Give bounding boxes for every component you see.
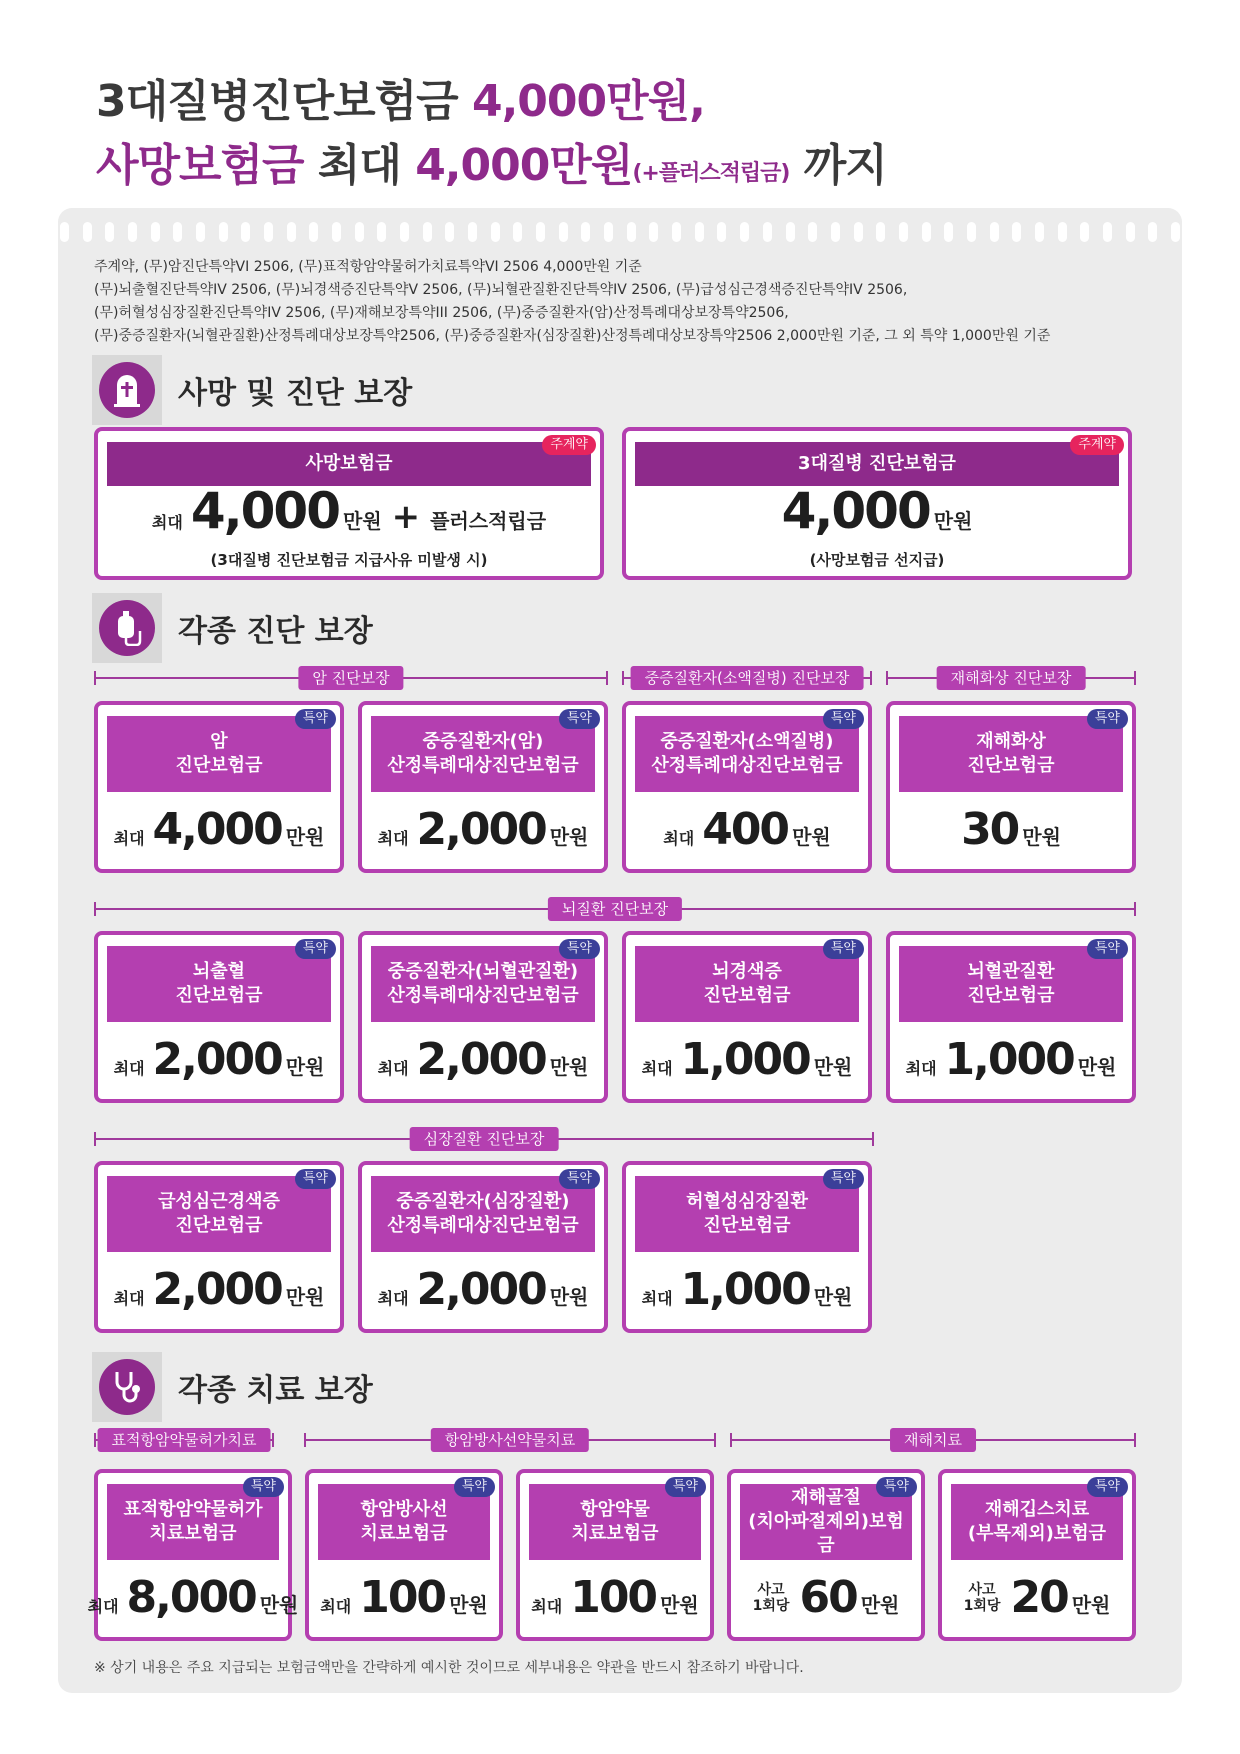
three-disease-card xyxy=(622,427,1132,580)
amount-value: 20 xyxy=(1010,1572,1068,1623)
benefit-card xyxy=(94,701,344,873)
section-diagnosis xyxy=(92,593,373,663)
group-label-text: 표적항암약물허가치료 xyxy=(98,1428,271,1452)
perforation-hole xyxy=(445,222,454,242)
perforation-hole xyxy=(899,222,908,242)
perforation-hole xyxy=(763,222,772,242)
perforation-hole xyxy=(1103,222,1112,242)
group-label-text: 중증질환자(소액질병) 진단보장 xyxy=(631,666,864,690)
section-title: 각종 치료 보장 xyxy=(178,1373,373,1408)
headline-line-1 xyxy=(96,70,887,134)
perforation-hole xyxy=(83,222,92,242)
group-label-text: 재해화상 진단보장 xyxy=(937,666,1086,690)
iv-bag-icon xyxy=(92,593,162,663)
amount-unit: 만원 xyxy=(933,509,973,533)
card-amount xyxy=(98,1264,340,1315)
card-amount xyxy=(890,804,1132,855)
section-title: 각종 진단 보장 xyxy=(178,614,373,649)
amount-prefix: 최대 xyxy=(87,1597,119,1616)
rider-badge: 특약 xyxy=(559,1169,600,1189)
amount-unit: 만원 xyxy=(449,1593,488,1617)
headline-highlight: 4,000만원 xyxy=(415,140,633,191)
perforation-hole xyxy=(468,222,477,242)
amount-unit: 만원 xyxy=(285,1055,325,1079)
perforation-hole xyxy=(990,222,999,242)
amount-prefix: 최대 xyxy=(641,1059,673,1078)
card-note: (사망보험금 선지급) xyxy=(809,551,945,569)
amount-value: 2,000 xyxy=(152,1034,282,1085)
group-label-brain xyxy=(94,897,1136,921)
perforation-hole xyxy=(400,222,409,242)
rider-badge: 특약 xyxy=(295,1169,336,1189)
perforation-hole xyxy=(786,222,795,242)
amount-unit: 만원 xyxy=(1022,825,1061,849)
perforation-hole xyxy=(287,222,296,242)
card-title-line: 중증질환자(뇌혈관질환) xyxy=(387,961,579,982)
sheet-perforation xyxy=(60,222,1180,242)
amount-value: 100 xyxy=(359,1572,446,1623)
perforation-hole xyxy=(1171,222,1180,242)
perforation-hole xyxy=(808,222,817,242)
card-header xyxy=(371,716,595,792)
rider-badge: 특약 xyxy=(823,939,864,959)
perforation-hole xyxy=(264,222,273,242)
card-title-line: 항암방사선 xyxy=(360,1499,448,1520)
amount-unit: 만원 xyxy=(549,1285,589,1309)
card-amount xyxy=(98,1034,340,1085)
card-header xyxy=(635,716,859,792)
amount-prefix: 사고 1회당 xyxy=(752,1581,790,1614)
card-amount xyxy=(309,1572,499,1623)
stethoscope-icon xyxy=(92,1352,162,1422)
card-title: 3대질병 진단보험금 xyxy=(798,453,956,474)
benefit-card xyxy=(358,931,608,1103)
card-title-line: 급성심근경색증 xyxy=(158,1191,280,1212)
benefit-card xyxy=(94,931,344,1103)
perforation-hole xyxy=(649,222,658,242)
card-amount xyxy=(362,1034,604,1085)
card-title-line: 치료보험금 xyxy=(571,1523,659,1544)
perforation-hole xyxy=(355,222,364,242)
perforation-hole xyxy=(672,222,681,242)
amount-unit: 만원 xyxy=(813,1285,853,1309)
benefit-card xyxy=(727,1469,925,1641)
rider-badge: 특약 xyxy=(243,1477,284,1497)
headline-plus-note: (+플러스적립금) xyxy=(632,161,790,186)
perforation-hole xyxy=(377,222,386,242)
card-title-line: (치아파절제외)보험금 xyxy=(748,1511,904,1556)
headline-text: 3대질병진단보험금 xyxy=(96,76,472,127)
perforation-hole xyxy=(60,222,69,242)
card-amount xyxy=(98,804,340,855)
card-title-line: 치료보험금 xyxy=(360,1523,448,1544)
rider-badge: 특약 xyxy=(665,1477,706,1497)
group-label-severe xyxy=(622,666,872,690)
disclaimer-footnote: ※ 상기 내용은 주요 지급되는 보험금액만을 간략하게 예시한 것이므로 세부내용은 약관을 반드시 참조하기 바랍니다. xyxy=(94,1660,804,1676)
group-label-text: 재해치료 xyxy=(890,1428,976,1452)
card-title-line: 진단보험금 xyxy=(703,985,791,1006)
benefit-card xyxy=(622,1161,872,1333)
amount-value: 2,000 xyxy=(416,804,546,855)
headline-comma: , xyxy=(689,76,705,127)
group-label-cancer xyxy=(94,666,608,690)
amount-unit: 만원 xyxy=(343,509,382,533)
card-title-line: 산정특례대상진단보험금 xyxy=(651,755,843,776)
amount-value: 4,000 xyxy=(152,804,282,855)
rider-badge: 특약 xyxy=(295,709,336,729)
amount-unit: 만원 xyxy=(660,1593,699,1617)
amount-value: 2,000 xyxy=(416,1034,546,1085)
card-amount xyxy=(626,1034,868,1085)
amount-prefix: 최대 xyxy=(151,513,183,532)
card-title-line: 허혈성심장질환 xyxy=(686,1191,808,1212)
card-title-line: 중증질환자(암) xyxy=(422,731,544,752)
card-title-line: 중증질환자(심장질환) xyxy=(396,1191,570,1212)
perforation-hole xyxy=(241,222,250,242)
perforation-hole xyxy=(332,222,341,242)
rider-badge: 특약 xyxy=(454,1477,495,1497)
perforation-hole xyxy=(105,222,114,242)
benefit-card xyxy=(358,1161,608,1333)
rider-badge: 특약 xyxy=(1087,709,1128,729)
perforation-hole xyxy=(173,222,182,242)
card-amount xyxy=(890,1034,1132,1085)
benefit-card xyxy=(516,1469,714,1641)
amount-unit: 만원 xyxy=(813,1055,853,1079)
perforation-hole xyxy=(196,222,205,242)
amount-value: 2,000 xyxy=(152,1264,282,1315)
card-amount xyxy=(362,804,604,855)
amount-value: 4,000 xyxy=(781,482,930,540)
perforation-hole xyxy=(309,222,318,242)
group-label-disaster xyxy=(730,1428,1136,1452)
amount-value: 4,000 xyxy=(190,482,339,540)
card-header xyxy=(371,1176,595,1252)
amount-value: 8,000 xyxy=(126,1572,256,1623)
card-header xyxy=(107,716,331,792)
perforation-hole xyxy=(740,222,749,242)
amount-unit: 만원 xyxy=(259,1593,299,1617)
card-header xyxy=(107,946,331,1022)
card-header xyxy=(899,946,1123,1022)
perforation-hole xyxy=(219,222,228,242)
amount-value: 30 xyxy=(961,804,1019,855)
rider-badge: 특약 xyxy=(1087,939,1128,959)
card-title-line: 재해화상 xyxy=(976,731,1046,752)
perforation-hole xyxy=(944,222,953,242)
perforation-hole xyxy=(491,222,500,242)
amount-unit: 만원 xyxy=(860,1593,900,1617)
amount-prefix: 사고 1회당 xyxy=(963,1581,1001,1614)
benefit-card xyxy=(886,931,1136,1103)
perforation-hole xyxy=(1148,222,1157,242)
rider-badge: 특약 xyxy=(1087,1477,1128,1497)
card-title-line: 진단보험금 xyxy=(175,1215,263,1236)
card-title-line: 뇌혈관질환 xyxy=(967,961,1055,982)
perforation-hole xyxy=(854,222,863,242)
card-header xyxy=(899,716,1123,792)
card-title-line: 산정특례대상진단보험금 xyxy=(387,755,579,776)
perforation-hole xyxy=(151,222,160,242)
headline xyxy=(96,70,887,206)
death-benefit-card xyxy=(94,427,604,580)
card-title-line: 중증질환자(소액질병) xyxy=(660,731,834,752)
card-title-line: 진단보험금 xyxy=(967,755,1055,776)
amount-unit: 만원 xyxy=(549,1055,589,1079)
card-title-line: 뇌경색증 xyxy=(712,961,782,982)
card-title-line: 진단보험금 xyxy=(967,985,1055,1006)
amount-prefix: 최대 xyxy=(377,1059,409,1078)
perforation-hole xyxy=(967,222,976,242)
perforation-hole xyxy=(831,222,840,242)
card-header xyxy=(107,1176,331,1252)
group-label-text: 항암방사선약물치료 xyxy=(431,1428,589,1452)
amount-prefix: 최대 xyxy=(905,1059,937,1078)
main-contract-badge: 주계약 xyxy=(1070,435,1124,455)
benefit-card xyxy=(305,1469,503,1641)
card-amount xyxy=(520,1572,710,1623)
benefit-card xyxy=(358,701,608,873)
perforation-hole xyxy=(1012,222,1021,242)
benefit-card xyxy=(94,1161,344,1333)
perforation-hole xyxy=(1058,222,1067,242)
amount-prefix: 최대 xyxy=(377,1289,409,1308)
card-title-line: 산정특례대상진단보험금 xyxy=(387,985,579,1006)
amount-value: 1,000 xyxy=(944,1034,1074,1085)
rider-badge: 특약 xyxy=(559,709,600,729)
section-title: 사망 및 진단 보장 xyxy=(178,376,413,411)
headline-highlight: 사망보험금 xyxy=(96,140,304,191)
card-header xyxy=(635,1176,859,1252)
amount-value: 2,000 xyxy=(416,1264,546,1315)
amount-unit: 만원 xyxy=(549,825,589,849)
note-line: (무)중증질환자(뇌혈관질환)산정특례대상보장특약2506, (무)중증질환자(심장질환)산정특례대상보장특약2506 2,000만원 기준, 그 외 특약 1,000만원 기준 xyxy=(94,328,1051,344)
rider-badge: 특약 xyxy=(823,709,864,729)
card-amount xyxy=(626,1264,868,1315)
rider-badge: 특약 xyxy=(295,939,336,959)
perforation-hole xyxy=(128,222,137,242)
group-label-anticancer xyxy=(304,1428,716,1452)
group-label-text: 뇌질환 진단보장 xyxy=(548,897,682,921)
amount-prefix: 최대 xyxy=(641,1289,673,1308)
headline-line-2 xyxy=(96,134,887,206)
group-label-burn xyxy=(886,666,1136,690)
amount-unit: 만원 xyxy=(1077,1055,1117,1079)
main-contract-badge: 주계약 xyxy=(542,435,596,455)
coverage-notes xyxy=(94,256,1154,348)
amount-unit: 만원 xyxy=(285,825,325,849)
plus-sign: + xyxy=(391,497,421,537)
benefit-card xyxy=(87,1469,299,1641)
card-title-line: (부목제외)보험금 xyxy=(967,1523,1107,1544)
benefit-card xyxy=(622,701,872,873)
benefit-card xyxy=(622,931,872,1103)
card-title-line: 산정특례대상진단보험금 xyxy=(387,1215,579,1236)
amount-prefix: 최대 xyxy=(531,1597,563,1616)
rider-badge: 특약 xyxy=(559,939,600,959)
section-treatment xyxy=(92,1352,373,1422)
card-amount xyxy=(731,1572,921,1623)
benefit-card xyxy=(886,701,1136,873)
note-line: (무)허혈성심장질환진단특약IV 2506, (무)재해보장특약III 2506, (무)중증질환자(암)산정특례대상보장특약2506, xyxy=(94,305,789,321)
card-amount xyxy=(87,1572,299,1623)
card-title-line: 표적항암약물허가 xyxy=(123,1499,263,1520)
card-title-line: 암 xyxy=(210,731,228,752)
perforation-hole xyxy=(559,222,568,242)
note-line: 주계약, (무)암진단특약VI 2506, (무)표적항암약물허가치료특약VI 2506 4,000만원 기준 xyxy=(94,259,642,275)
perforation-hole xyxy=(1080,222,1089,242)
card-amount xyxy=(626,804,868,855)
group-label-text: 심장질환 진단보장 xyxy=(410,1127,559,1151)
perforation-hole xyxy=(876,222,885,242)
headline-text: 최대 xyxy=(303,140,416,191)
group-label-targeted xyxy=(94,1428,274,1452)
perforation-hole xyxy=(581,222,590,242)
grave-cross-icon xyxy=(92,355,162,425)
amount-unit: 만원 xyxy=(1071,1593,1111,1617)
perforation-hole xyxy=(717,222,726,242)
card-header xyxy=(635,946,859,1022)
card-amount xyxy=(942,1572,1132,1623)
amount-unit: 만원 xyxy=(285,1285,325,1309)
benefit-card xyxy=(938,1469,1136,1641)
headline-text: 까지 xyxy=(789,140,887,191)
rider-badge: 특약 xyxy=(876,1477,917,1497)
perforation-hole xyxy=(536,222,545,242)
card-title-line: 진단보험금 xyxy=(175,985,263,1006)
amount-prefix: 최대 xyxy=(113,1059,145,1078)
card-note: (3대질병 진단보험금 지급사유 미발생 시) xyxy=(210,551,488,569)
card-title-line: 항암약물 xyxy=(580,1499,650,1520)
card-title-line: 재해골절 xyxy=(791,1487,861,1508)
amount-value: 1,000 xyxy=(680,1264,810,1315)
perforation-hole xyxy=(1126,222,1135,242)
perforation-hole xyxy=(1035,222,1044,242)
amount-value: 60 xyxy=(799,1572,857,1623)
perforation-hole xyxy=(627,222,636,242)
section-death xyxy=(92,355,412,425)
card-title-line: 재해깁스치료 xyxy=(984,1499,1090,1520)
perforation-hole xyxy=(423,222,432,242)
rider-badge: 특약 xyxy=(823,1169,864,1189)
group-label-heart xyxy=(94,1127,874,1151)
perforation-hole xyxy=(922,222,931,242)
note-line: (무)뇌출혈진단특약IV 2506, (무)뇌경색증진단특약V 2506, (무)뇌혈관질환진단특약IV 2506, (무)급성심근경색증진단특약IV 2506, xyxy=(94,282,908,298)
card-title-line: 진단보험금 xyxy=(703,1215,791,1236)
amount-prefix: 최대 xyxy=(113,1289,145,1308)
headline-highlight: 4,000만원 xyxy=(471,76,690,127)
amount-value: 400 xyxy=(702,804,789,855)
card-header xyxy=(371,946,595,1022)
plus-reserve: 플러스적립금 xyxy=(430,509,547,533)
card-title-line: 진단보험금 xyxy=(175,755,263,776)
amount-prefix: 최대 xyxy=(320,1597,352,1616)
amount-value: 100 xyxy=(570,1572,657,1623)
amount-prefix: 최대 xyxy=(663,829,695,848)
group-label-text: 암 진단보장 xyxy=(298,666,403,690)
card-title: 사망보험금 xyxy=(305,453,393,474)
perforation-hole xyxy=(513,222,522,242)
perforation-hole xyxy=(695,222,704,242)
amount-prefix: 최대 xyxy=(377,829,409,848)
card-amount xyxy=(362,1264,604,1315)
card-title-line: 치료보험금 xyxy=(149,1523,237,1544)
card-title-line: 뇌출혈 xyxy=(192,961,246,982)
perforation-hole xyxy=(604,222,613,242)
amount-prefix: 최대 xyxy=(113,829,145,848)
amount-value: 1,000 xyxy=(680,1034,810,1085)
amount-unit: 만원 xyxy=(792,825,831,849)
